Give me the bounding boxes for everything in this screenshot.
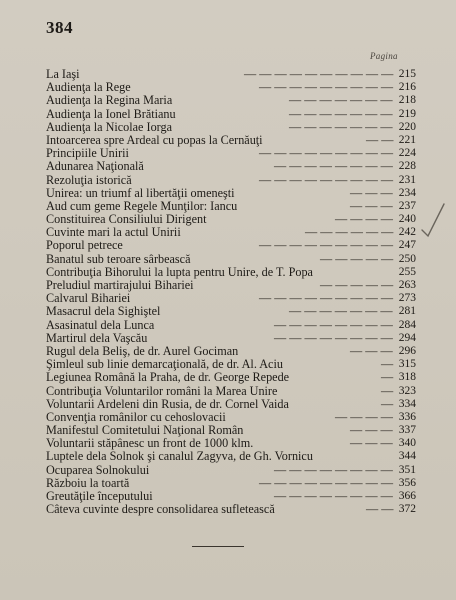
toc-entry-leader: — — — — — — — — — — [244,67,394,81]
toc-entry-title: Constituirea Consiliului Dirigent [46,212,207,227]
toc-entry-title: Câteva cuvinte despre consolidarea sufletească [46,502,275,517]
toc-entry-page: 219 [398,107,416,120]
toc-entry [46,385,416,398]
toc-entry-leader: — — — — — [320,251,394,266]
toc-entry-leader: — — — — — [320,278,394,292]
toc-entry-title: Calvarul Bihariei [46,291,131,306]
toc-entry [46,332,416,345]
toc-entry-title: Voluntarii stăpânesc un front de 1000 klm. [46,436,254,451]
toc-entry-leader: — — — — — — — [289,106,393,121]
toc-entry-leader: — — — — — — — — — [259,80,394,95]
toc-entry-page: 337 [398,424,416,437]
toc-entry [46,187,416,200]
toc-entry-title: La Iaşi [46,67,80,81]
toc-entry-title: Aud cum geme Regele Munţilor: Iancu [46,198,238,213]
toc-entry-title: Convenţia românilor cu cehoslovacii [46,409,226,424]
toc-entry [46,305,416,318]
toc-entry-title: Audienţa la Regina Maria [46,93,173,108]
toc-entry-page: 366 [398,490,416,502]
toc-entry-page: 318 [398,371,416,384]
toc-entry-page: 240 [398,213,416,226]
column-header: Pagina [370,51,398,61]
toc-entry-title: Contribuţia Bihorului la lupta pentru Unire, de T. Popa [46,264,313,279]
toc-entry [46,160,416,173]
toc-entry-leader: — — — — [335,409,393,424]
toc-entry-page: 237 [398,199,416,212]
toc-entry-leader: — — — — — — — — — [259,172,394,187]
toc-entry-title: Cuvinte mari la actul Unirii [46,225,181,240]
toc-entry-page: 334 [398,397,416,410]
toc-entry-leader: — — [366,502,394,517]
toc-entry-leader: — — — [350,436,393,451]
toc-entry-title: Şimleul sub linie demarcaţională, de dr. Al. Aciu [46,357,283,372]
toc-entry-leader: — — — [350,343,393,358]
toc-entry [46,108,416,121]
toc-entry [46,464,416,477]
toc-entry [46,398,416,411]
toc-entry-leader: — — — [350,198,393,213]
toc-entry-page: 224 [398,147,416,160]
toc-entry-title: Banatul sub teroare sârbească [46,251,191,266]
toc-entry [46,319,416,332]
toc-entry-page: 231 [398,173,416,186]
toc-entry-page: 273 [398,292,416,305]
toc-entry-page: 255 [398,265,416,278]
toc-entry-page: 247 [398,239,416,252]
toc-entry-title: Masacrul dela Sighiştel [46,304,161,319]
toc-entry-page: 281 [398,305,416,318]
toc-entry-title: Luptele dela Solnok şi canalul Zagyva, de Gh. Vornicu [46,449,313,464]
toc-entry-leader: — — — — — — — — [274,489,393,503]
toc-entry-title: Unirea: un triumf al libertăţii omeneşti [46,185,235,200]
toc-entry-leader: — — — — — — — — [274,317,393,332]
toc-entry-title: Legiunea Română la Praha, de dr. George Repede [46,370,290,385]
toc-entry-title: Războiu la toartă [46,475,130,490]
toc-entry-leader: — — — — — — — — — [259,475,394,490]
toc-entry-page: 234 [398,186,416,199]
toc-entry-page: 294 [398,331,416,344]
toc-entry-leader: — — — — — — — — — [259,146,394,161]
toc-entry-title: Intoarcerea spre Ardeal cu popas la Cernăuţi [46,132,263,147]
toc-entry [46,94,416,107]
toc-entry-title: Audienţa la Nicolae Iorga [46,119,172,134]
table-of-contents [46,68,416,516]
toc-entry [46,253,416,266]
toc-entry-page: 218 [398,94,416,107]
toc-entry-page: 356 [398,476,416,489]
toc-entry-title: Greutăţile începutului [46,489,153,503]
toc-entry-title: Ocuparea Solnokului [46,462,150,477]
toc-entry-page: 296 [398,344,416,357]
toc-entry-title: Contribuţia Voluntarilor români la Marea Unire [46,383,278,398]
toc-entry [46,450,416,463]
toc-entry-leader: — — — [350,185,393,200]
toc-entry-title: Principiile Unirii [46,146,129,161]
toc-entry-page: 284 [398,318,416,331]
toc-entry-page: 216 [398,81,416,94]
toc-entry-page: 336 [398,410,416,423]
toc-entry-page: 351 [398,463,416,476]
toc-entry-page: 263 [398,279,416,291]
page-number: 384 [46,18,73,37]
toc-entry-leader: — [381,370,394,385]
toc-entry-title: Adunarea Naţională [46,159,144,174]
toc-entry-title: Asasinatul dela Lunca [46,317,155,332]
toc-entry-title: Rezoluţia istorică [46,172,132,187]
toc-entry [46,239,416,252]
toc-entry-page: 323 [398,384,416,397]
toc-entry-leader: — [381,396,394,411]
toc-entry-title: Audienţa la Rege [46,80,131,95]
toc-entry-page: 221 [398,133,416,146]
toc-entry-leader: — — [366,132,394,147]
toc-entry-title: Manifestul Comitetului Naţional Român [46,423,244,438]
toc-entry-page: 250 [398,252,416,265]
toc-entry-title: Preludiul martirajului Bihariei [46,278,194,292]
toc-entry-title: Voluntarii Ardeleni din Rusia, de dr. Cornel Vaida [46,396,289,411]
toc-entry-leader: — — — — — — — — [274,462,393,477]
toc-entry-title: Martirul dela Vaşcău [46,330,148,345]
toc-entry-leader: — — — — — — — [289,119,393,134]
end-rule [192,546,244,547]
toc-entry-leader: — — — — — — — — [274,159,393,174]
toc-entry-leader: — — — [350,423,393,438]
toc-entry-leader: — — — — — — [305,225,394,240]
toc-entry-page: 344 [398,450,416,463]
toc-entry-title: Rugul dela Beliş, de dr. Aurel Gociman [46,343,239,358]
toc-entry-page: 315 [398,358,416,371]
toc-entry [46,174,416,187]
toc-entry-page: 372 [398,503,416,516]
toc-entry-page: 220 [398,120,416,133]
toc-entry-title: Poporul petrece [46,238,123,253]
toc-entry-page: 340 [398,437,416,450]
toc-entry-leader: — — — — — — — — — [259,238,394,253]
toc-entry [46,503,416,516]
toc-entry-page: 242 [398,226,416,239]
toc-entry-page: 228 [398,160,416,173]
toc-entry-leader: — — — — — — — — — [259,291,394,306]
toc-entry-leader: — [381,383,394,398]
toc-entry-page: 215 [398,68,416,80]
toc-entry [46,371,416,384]
toc-entry-leader: — — — — — — — [289,304,393,319]
toc-entry-leader: — — — — — — — [289,93,393,108]
toc-entry-leader: — — — — [335,212,393,227]
toc-entry-leader: — — — — — — — — [274,330,393,345]
toc-entry-leader: — [381,357,394,372]
pencil-check-mark-icon [418,200,448,240]
toc-entry [46,121,416,134]
toc-entry-title: Audienţa la Ionel Brătianu [46,106,176,121]
